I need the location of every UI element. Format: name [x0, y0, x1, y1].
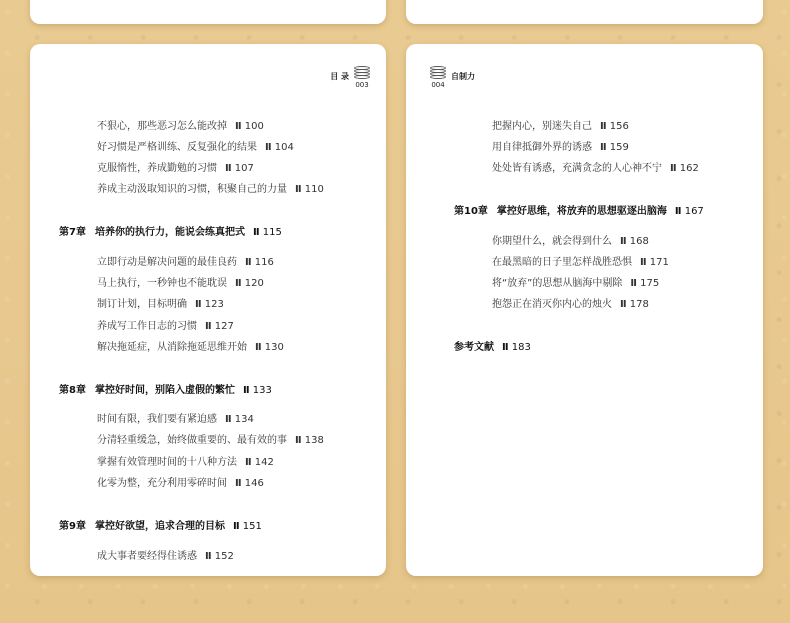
toc-chapter-entry — [454, 338, 531, 353]
chapter-title: 培养你的执行力，能说会练真把式 — [94, 227, 245, 238]
entry-page-number: 152 — [214, 551, 234, 562]
section-title: 好习惯是严格训练、反复强化的结果 — [97, 142, 257, 153]
section-title: 抱怨正在消灭你内心的烛火 — [492, 299, 612, 310]
previous-page-card-left — [30, 0, 386, 24]
toc-section-entry — [97, 274, 264, 289]
entry-page-reference — [253, 227, 282, 238]
page-marker: Ⅱ — [195, 299, 201, 310]
entry-page-reference — [245, 257, 274, 268]
entry-page-number: 130 — [264, 342, 284, 353]
entry-page-number: 115 — [262, 227, 282, 238]
page-marker: Ⅱ — [640, 257, 646, 268]
toc-section-entry — [492, 274, 659, 289]
toc-chapter-entry — [59, 517, 262, 532]
section-title: 在最黑暗的日子里怎样战胜恐惧 — [492, 257, 632, 268]
entry-page-number: 127 — [214, 321, 234, 332]
toc-chapter-entry — [59, 223, 282, 238]
page-marker: Ⅱ — [205, 551, 211, 562]
entry-page-reference — [675, 206, 704, 217]
page-marker: Ⅱ — [235, 278, 241, 289]
section-title: 你期望什么，就会得到什么 — [492, 236, 612, 247]
toc-section-entry — [492, 232, 649, 247]
entry-page-number: 171 — [649, 257, 669, 268]
toc-chapter-entry — [454, 202, 704, 217]
entry-page-number: 151 — [242, 521, 262, 532]
page-number: 004 — [431, 81, 445, 89]
toc-section-entry — [97, 159, 254, 174]
entry-page-number: 123 — [204, 299, 224, 310]
coin-stack-icon — [354, 66, 370, 80]
toc-section-entry — [97, 547, 234, 562]
page-marker: Ⅱ — [600, 121, 606, 132]
entry-page-number: 156 — [609, 121, 629, 132]
entry-page-reference — [233, 521, 262, 532]
page-header — [430, 66, 475, 89]
page-header — [330, 66, 370, 89]
page-marker: Ⅱ — [502, 342, 508, 353]
toc-section-entry — [97, 295, 224, 310]
section-title: 将“放弃”的思想从脑海中剔除 — [492, 278, 623, 289]
toc-section-entry — [492, 253, 669, 268]
entry-page-number: 159 — [609, 142, 629, 153]
entry-page-number: 183 — [511, 342, 531, 353]
page-marker: Ⅱ — [205, 321, 211, 332]
section-title: 成大事者要经得住诱惑 — [97, 551, 197, 562]
page-marker: Ⅱ — [265, 142, 271, 153]
section-title: 解决拖延症，从消除拖延思维开始 — [97, 342, 247, 353]
entry-page-reference — [295, 184, 324, 195]
entry-page-reference — [600, 142, 629, 153]
page-marker: Ⅱ — [235, 478, 241, 489]
page-marker: Ⅱ — [252, 227, 259, 238]
toc-section-entry — [97, 338, 284, 353]
toc-section-entry — [97, 453, 274, 468]
entry-page-reference — [640, 257, 669, 268]
toc-section-entry — [97, 180, 324, 195]
entry-page-reference — [205, 551, 234, 562]
page-number: 003 — [355, 81, 369, 89]
running-title: 自制力 — [451, 72, 475, 81]
toc-section-entry — [492, 138, 629, 153]
entry-page-number: 175 — [640, 278, 660, 289]
entry-page-reference — [255, 342, 284, 353]
entry-page-reference — [245, 457, 274, 468]
entry-page-reference — [502, 342, 531, 353]
toc-section-entry — [97, 317, 234, 332]
chapter-number: 第10章 — [454, 206, 488, 217]
chapter-title: 参考文献 — [454, 342, 494, 353]
entry-page-reference — [235, 278, 264, 289]
chapter-number: 第8章 — [59, 385, 86, 396]
page-marker: Ⅱ — [620, 299, 626, 310]
entry-page-number: 138 — [304, 435, 324, 446]
entry-page-reference — [630, 278, 659, 289]
entry-page-number: 104 — [274, 142, 294, 153]
entry-page-reference — [620, 236, 649, 247]
entry-page-number: 142 — [254, 457, 274, 468]
section-title: 立即行动是解决问题的最佳良药 — [97, 257, 237, 268]
entry-page-reference — [600, 121, 629, 132]
section-title: 马上执行，一秒钟也不能耽误 — [97, 278, 227, 289]
toc-section-entry — [97, 474, 264, 489]
page-marker: Ⅱ — [225, 414, 231, 425]
section-title: 把握内心，别迷失自己 — [492, 121, 592, 132]
section-title: 养成主动汲取知识的习惯，积聚自己的力量 — [97, 184, 287, 195]
toc-section-entry — [97, 410, 254, 425]
entry-page-reference — [235, 478, 264, 489]
entry-page-number: 100 — [244, 121, 264, 132]
section-title: 克服惰性，养成勤勉的习惯 — [97, 163, 217, 174]
page-marker: Ⅱ — [295, 184, 301, 195]
entry-page-reference — [670, 163, 699, 174]
page-marker: Ⅱ — [225, 163, 231, 174]
page-marker: Ⅱ — [670, 163, 676, 174]
entry-page-number: 134 — [234, 414, 254, 425]
page-marker: Ⅱ — [232, 521, 239, 532]
running-title: 目 录 — [330, 72, 349, 81]
entry-page-reference — [225, 163, 254, 174]
toc-section-entry — [492, 159, 699, 174]
entry-page-number: 146 — [244, 478, 264, 489]
coin-stack-icon — [430, 66, 446, 80]
entry-page-number: 167 — [684, 206, 704, 217]
toc-section-entry — [492, 295, 649, 310]
section-title: 制订计划，目标明确 — [97, 299, 187, 310]
toc-section-entry — [97, 253, 274, 268]
entry-page-reference — [195, 299, 224, 310]
page-marker: Ⅱ — [245, 257, 251, 268]
page-marker: Ⅱ — [674, 206, 681, 217]
section-title: 处处皆有诱惑，充满贪念的人心神不宁 — [492, 163, 662, 174]
chapter-number: 第7章 — [59, 227, 86, 238]
section-title: 时间有限，我们要有紧迫感 — [97, 414, 217, 425]
section-title: 用自律抵御外界的诱惑 — [492, 142, 592, 153]
toc-section-entry — [97, 117, 264, 132]
entry-page-reference — [205, 321, 234, 332]
page-marker: Ⅱ — [235, 121, 241, 132]
section-title: 掌握有效管理时间的十八种方法 — [97, 457, 237, 468]
page-marker: Ⅱ — [600, 142, 606, 153]
entry-page-reference — [265, 142, 294, 153]
entry-page-reference — [620, 299, 649, 310]
entry-page-number: 110 — [304, 184, 324, 195]
entry-page-number: 107 — [234, 163, 254, 174]
toc-page-right — [406, 44, 763, 576]
entry-page-reference — [243, 385, 272, 396]
chapter-title: 掌控好思维，将放弃的思想驱逐出脑海 — [496, 206, 667, 217]
chapter-title: 掌控好欲望，追求合理的目标 — [94, 521, 225, 532]
page-marker: Ⅱ — [245, 457, 251, 468]
toc-page-left — [30, 44, 386, 576]
entry-page-reference — [295, 435, 324, 446]
page-marker: Ⅱ — [630, 278, 636, 289]
section-title: 化零为整，充分利用零碎时间 — [97, 478, 227, 489]
entry-page-number: 178 — [629, 299, 649, 310]
toc-section-entry — [97, 431, 324, 446]
previous-page-card-right — [406, 0, 763, 24]
section-title: 不狠心，那些恶习怎么能改掉 — [97, 121, 227, 132]
entry-page-reference — [225, 414, 254, 425]
toc-chapter-entry — [59, 381, 272, 396]
entry-page-number: 116 — [254, 257, 274, 268]
toc-section-entry — [97, 138, 294, 153]
section-title: 养成写工作日志的习惯 — [97, 321, 197, 332]
page-marker: Ⅱ — [620, 236, 626, 247]
page-marker: Ⅱ — [242, 385, 249, 396]
entry-page-number: 168 — [629, 236, 649, 247]
page-marker: Ⅱ — [255, 342, 261, 353]
section-title: 分清轻重缓急，始终做重要的、最有效的事 — [97, 435, 287, 446]
toc-section-entry — [492, 117, 629, 132]
entry-page-number: 162 — [679, 163, 699, 174]
chapter-number: 第9章 — [59, 521, 86, 532]
entry-page-reference — [235, 121, 264, 132]
entry-page-number: 120 — [244, 278, 264, 289]
page-marker: Ⅱ — [295, 435, 301, 446]
entry-page-number: 133 — [252, 385, 272, 396]
chapter-title: 掌控好时间，别陷入虚假的繁忙 — [94, 385, 235, 396]
